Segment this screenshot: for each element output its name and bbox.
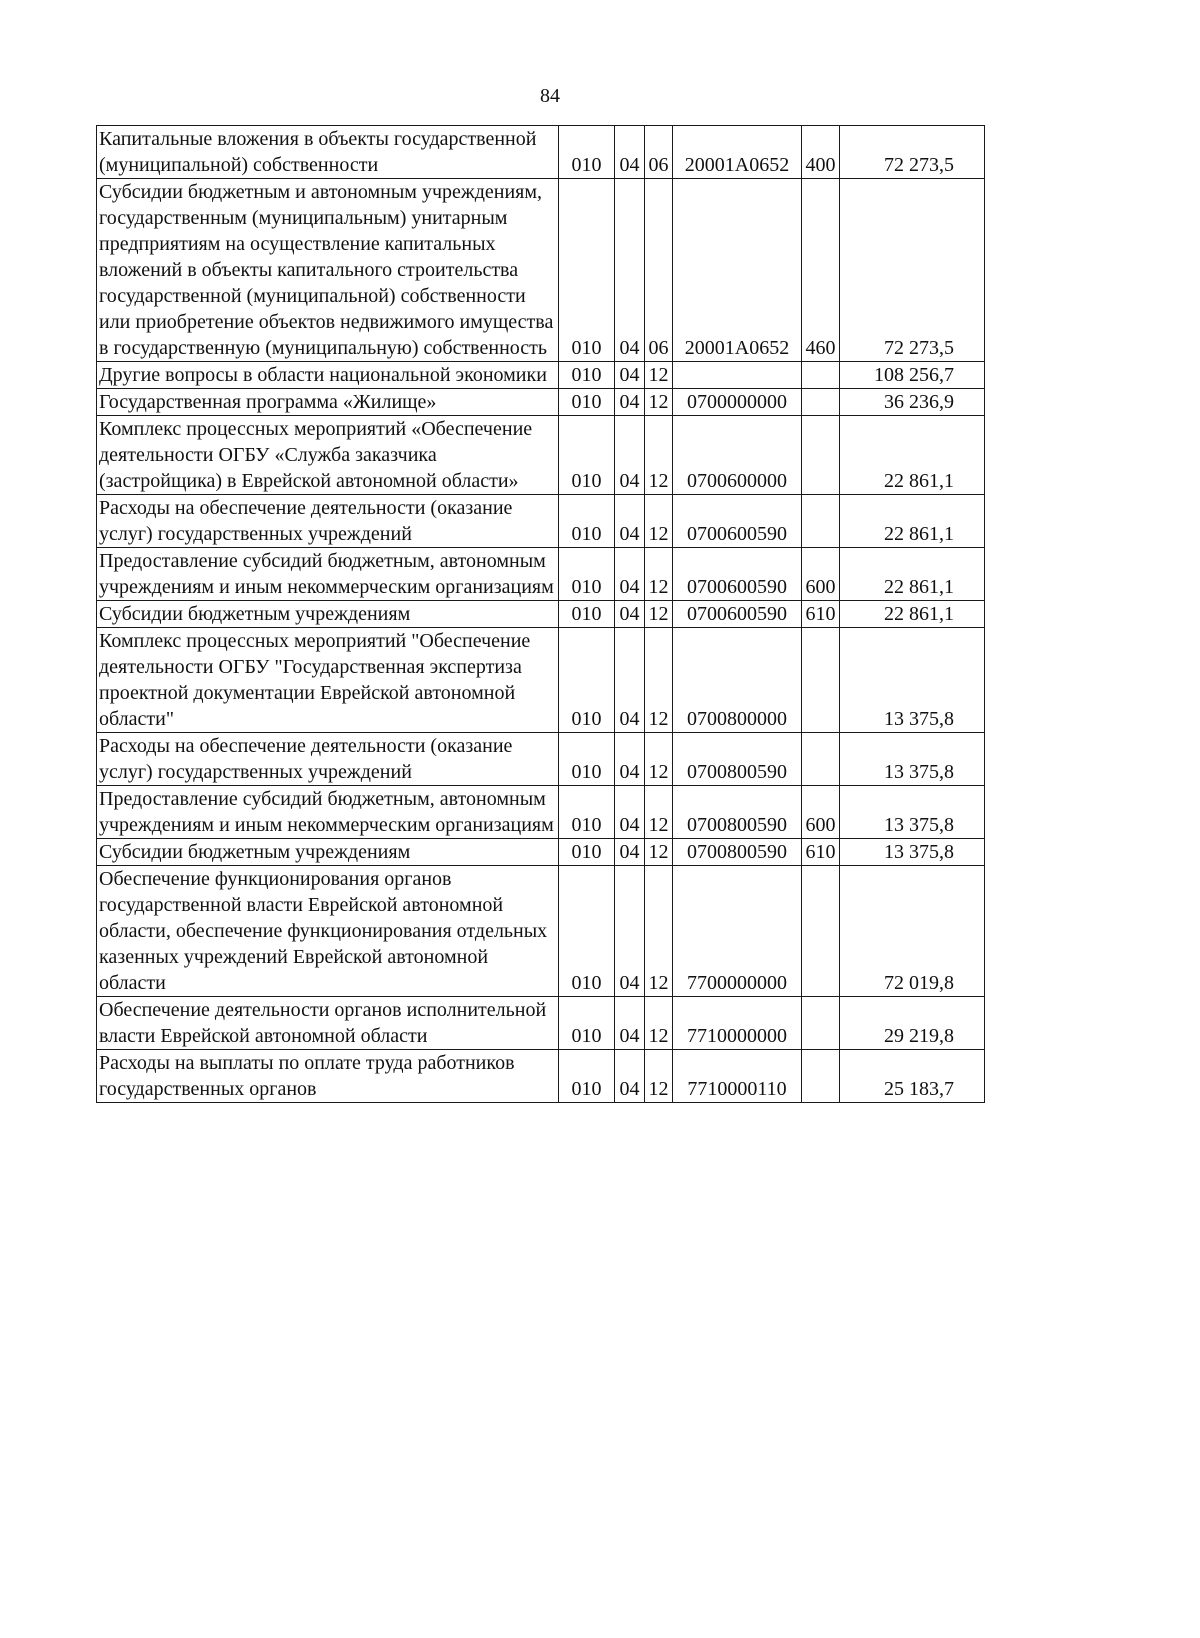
row-expense-type-code: 610 bbox=[802, 601, 840, 628]
row-amount: 22 861,1 bbox=[840, 601, 985, 628]
row-name: Субсидии бюджетным и автономным учреждениям, государственным (муниципальным) унитарным предприятиям на осуществление капитальных вложений в объекты капитального строительства государственной (муниципальной) собственности или приобретение объектов недвижимого имущества в государственную (муниципальную) собственность bbox=[97, 179, 559, 362]
row-expense-type-code: 460 bbox=[802, 179, 840, 362]
row-subsection-code: 12 bbox=[645, 866, 673, 997]
row-amount: 36 236,9 bbox=[840, 389, 985, 416]
row-admin-code: 010 bbox=[559, 126, 615, 179]
row-name: Обеспечение деятельности органов исполнительной власти Еврейской автономной области bbox=[97, 997, 559, 1050]
row-name: Обеспечение функционирования органов государственной власти Еврейской автономной области, обеспечение функционирования отдельных казенных учреждений Еврейской автономной области bbox=[97, 866, 559, 997]
row-admin-code: 010 bbox=[559, 786, 615, 839]
row-subsection-code: 12 bbox=[645, 495, 673, 548]
row-target-code: 7710000000 bbox=[673, 997, 802, 1050]
table-row bbox=[97, 548, 985, 601]
row-target-code: 20001А0652 bbox=[673, 126, 802, 179]
row-amount: 22 861,1 bbox=[840, 416, 985, 495]
row-admin-code: 010 bbox=[559, 601, 615, 628]
table-row bbox=[97, 1050, 985, 1103]
row-expense-type-code: 600 bbox=[802, 786, 840, 839]
row-name: Другие вопросы в области национальной экономики bbox=[97, 362, 559, 389]
row-admin-code: 010 bbox=[559, 997, 615, 1050]
table-row bbox=[97, 866, 985, 997]
row-expense-type-code bbox=[802, 416, 840, 495]
row-subsection-code: 12 bbox=[645, 362, 673, 389]
row-subsection-code: 12 bbox=[645, 1050, 673, 1103]
table-row bbox=[97, 389, 985, 416]
row-subsection-code: 12 bbox=[645, 997, 673, 1050]
table-row bbox=[97, 628, 985, 733]
page-number: 84 bbox=[540, 85, 560, 107]
row-subsection-code: 06 bbox=[645, 126, 673, 179]
row-expense-type-code: 610 bbox=[802, 839, 840, 866]
row-amount: 29 219,8 bbox=[840, 997, 985, 1050]
row-section-code: 04 bbox=[615, 733, 645, 786]
row-expense-type-code bbox=[802, 733, 840, 786]
row-expense-type-code bbox=[802, 495, 840, 548]
row-section-code: 04 bbox=[615, 601, 645, 628]
row-admin-code: 010 bbox=[559, 839, 615, 866]
row-admin-code: 010 bbox=[559, 389, 615, 416]
row-target-code: 7710000110 bbox=[673, 1050, 802, 1103]
row-amount: 72 273,5 bbox=[840, 126, 985, 179]
row-amount: 108 256,7 bbox=[840, 362, 985, 389]
row-admin-code: 010 bbox=[559, 1050, 615, 1103]
row-expense-type-code: 600 bbox=[802, 548, 840, 601]
row-amount: 13 375,8 bbox=[840, 628, 985, 733]
row-name: Расходы на выплаты по оплате труда работников государственных органов bbox=[97, 1050, 559, 1103]
table-row bbox=[97, 126, 985, 179]
table-row bbox=[97, 495, 985, 548]
row-target-code: 20001А0652 bbox=[673, 179, 802, 362]
row-section-code: 04 bbox=[615, 628, 645, 733]
row-name: Комплекс процессных мероприятий «Обеспечение деятельности ОГБУ «Служба заказчика (застройщика) в Еврейской автономной области» bbox=[97, 416, 559, 495]
row-expense-type-code bbox=[802, 362, 840, 389]
row-name: Субсидии бюджетным учреждениям bbox=[97, 601, 559, 628]
row-section-code: 04 bbox=[615, 362, 645, 389]
row-amount: 25 183,7 bbox=[840, 1050, 985, 1103]
row-target-code bbox=[673, 362, 802, 389]
budget-table bbox=[96, 125, 985, 1103]
row-expense-type-code: 400 bbox=[802, 126, 840, 179]
row-subsection-code: 12 bbox=[645, 628, 673, 733]
table-row bbox=[97, 839, 985, 866]
row-expense-type-code bbox=[802, 866, 840, 997]
row-subsection-code: 12 bbox=[645, 786, 673, 839]
row-subsection-code: 12 bbox=[645, 548, 673, 601]
row-subsection-code: 06 bbox=[645, 179, 673, 362]
row-admin-code: 010 bbox=[559, 495, 615, 548]
row-target-code: 0700000000 bbox=[673, 389, 802, 416]
row-name: Субсидии бюджетным учреждениям bbox=[97, 839, 559, 866]
row-amount: 13 375,8 bbox=[840, 786, 985, 839]
row-subsection-code: 12 bbox=[645, 416, 673, 495]
row-section-code: 04 bbox=[615, 997, 645, 1050]
row-section-code: 04 bbox=[615, 786, 645, 839]
row-admin-code: 010 bbox=[559, 548, 615, 601]
row-name: Расходы на обеспечение деятельности (оказание услуг) государственных учреждений bbox=[97, 495, 559, 548]
row-subsection-code: 12 bbox=[645, 601, 673, 628]
row-section-code: 04 bbox=[615, 389, 645, 416]
row-target-code: 0700600590 bbox=[673, 548, 802, 601]
row-name: Комплекс процессных мероприятий "Обеспечение деятельности ОГБУ "Государственная экспертиза проектной документации Еврейской автономной области" bbox=[97, 628, 559, 733]
row-section-code: 04 bbox=[615, 548, 645, 601]
row-target-code: 0700800590 bbox=[673, 786, 802, 839]
row-target-code: 0700800590 bbox=[673, 839, 802, 866]
row-target-code: 0700800000 bbox=[673, 628, 802, 733]
row-name: Государственная программа «Жилище» bbox=[97, 389, 559, 416]
row-subsection-code: 12 bbox=[645, 733, 673, 786]
row-target-code: 0700600000 bbox=[673, 416, 802, 495]
row-section-code: 04 bbox=[615, 1050, 645, 1103]
row-admin-code: 010 bbox=[559, 866, 615, 997]
row-target-code: 0700800590 bbox=[673, 733, 802, 786]
row-amount: 72 273,5 bbox=[840, 179, 985, 362]
budget-table-body bbox=[97, 126, 985, 1103]
row-amount: 13 375,8 bbox=[840, 733, 985, 786]
row-expense-type-code bbox=[802, 389, 840, 416]
row-expense-type-code bbox=[802, 1050, 840, 1103]
table-row bbox=[97, 601, 985, 628]
row-amount: 22 861,1 bbox=[840, 548, 985, 601]
row-amount: 22 861,1 bbox=[840, 495, 985, 548]
row-admin-code: 010 bbox=[559, 362, 615, 389]
row-name: Предоставление субсидий бюджетным, автономным учреждениям и иным некоммерческим организациям bbox=[97, 548, 559, 601]
table-row bbox=[97, 362, 985, 389]
row-section-code: 04 bbox=[615, 179, 645, 362]
row-amount: 72 019,8 bbox=[840, 866, 985, 997]
row-target-code: 0700600590 bbox=[673, 601, 802, 628]
row-expense-type-code bbox=[802, 628, 840, 733]
row-expense-type-code bbox=[802, 997, 840, 1050]
table-row bbox=[97, 179, 985, 362]
row-section-code: 04 bbox=[615, 126, 645, 179]
row-target-code: 0700600590 bbox=[673, 495, 802, 548]
table-row bbox=[97, 997, 985, 1050]
row-subsection-code: 12 bbox=[645, 389, 673, 416]
table-row bbox=[97, 786, 985, 839]
row-name: Капитальные вложения в объекты государственной (муниципальной) собственности bbox=[97, 126, 559, 179]
table-row bbox=[97, 416, 985, 495]
row-section-code: 04 bbox=[615, 866, 645, 997]
row-name: Предоставление субсидий бюджетным, автономным учреждениям и иным некоммерческим организациям bbox=[97, 786, 559, 839]
row-amount: 13 375,8 bbox=[840, 839, 985, 866]
row-name: Расходы на обеспечение деятельности (оказание услуг) государственных учреждений bbox=[97, 733, 559, 786]
row-subsection-code: 12 bbox=[645, 839, 673, 866]
row-section-code: 04 bbox=[615, 839, 645, 866]
row-target-code: 7700000000 bbox=[673, 866, 802, 997]
row-section-code: 04 bbox=[615, 495, 645, 548]
row-admin-code: 010 bbox=[559, 179, 615, 362]
row-section-code: 04 bbox=[615, 416, 645, 495]
row-admin-code: 010 bbox=[559, 628, 615, 733]
row-admin-code: 010 bbox=[559, 416, 615, 495]
row-admin-code: 010 bbox=[559, 733, 615, 786]
table-row bbox=[97, 733, 985, 786]
